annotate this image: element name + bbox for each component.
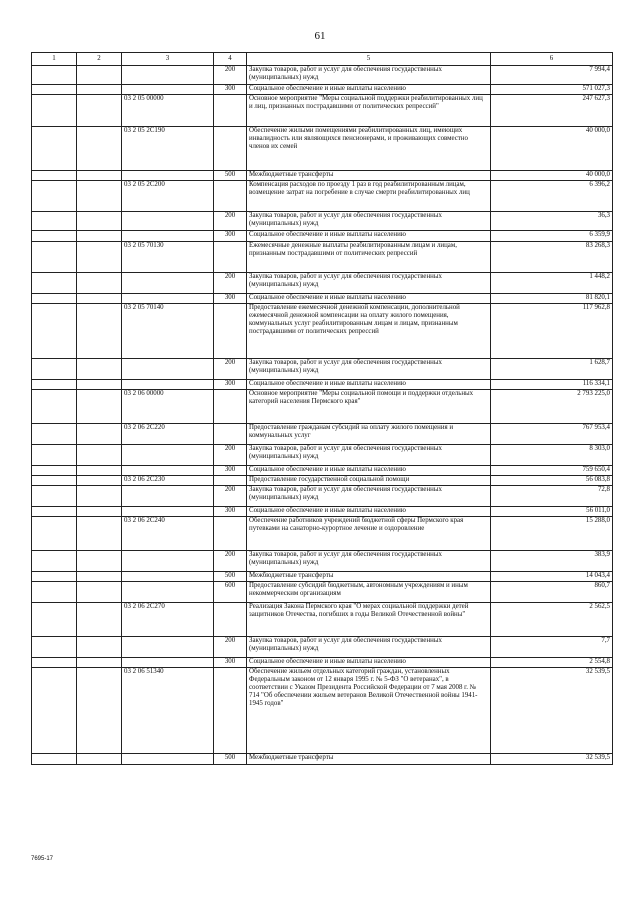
table-row (32, 603, 613, 637)
cell-target-code (122, 466, 214, 476)
cell-description: Основное мероприятие "Меры социальной поддержки реабилитированных лиц и лиц, признанных пострадавшими от политических репрессий" (247, 95, 491, 127)
cell-description: Социальное обеспечение и иные выплаты населению (247, 231, 491, 242)
cell-target-code (122, 294, 214, 304)
cell-expense-type: 500 (214, 171, 247, 181)
cell-section (32, 212, 77, 231)
cell-amount: 7,7 (491, 637, 613, 658)
cell-description: Межбюджетные трансферты (247, 754, 491, 765)
cell-target-code (122, 231, 214, 242)
cell-amount: 8 303,0 (491, 445, 613, 466)
cell-target-code: 03 2 06 2С220 (122, 424, 214, 445)
cell-description: Предоставление гражданам субсидий на оплату жилого помещения и коммунальных услуг (247, 424, 491, 445)
cell-expense-type: 200 (214, 486, 247, 507)
cell-amount: 56 083,8 (491, 476, 613, 486)
cell-description: Ежемесячные денежные выплаты реабилитированным лицам и лицам, признанным пострадавшими от политических репрессий (247, 242, 491, 273)
cell-expense-type: 300 (214, 85, 247, 95)
table-row (32, 507, 613, 517)
cell-subsection (77, 517, 122, 551)
cell-expense-type: 500 (214, 754, 247, 765)
cell-section (32, 231, 77, 242)
cell-expense-type: 300 (214, 231, 247, 242)
column-header: 1 (32, 53, 77, 66)
cell-section (32, 603, 77, 637)
cell-description: Закупка товаров, работ и услуг для обеспечения государственных (муниципальных) нужд (247, 445, 491, 466)
cell-expense-type: 200 (214, 551, 247, 572)
cell-section (32, 127, 77, 171)
cell-subsection (77, 486, 122, 507)
table-row (32, 476, 613, 486)
cell-target-code (122, 85, 214, 95)
table-row (32, 445, 613, 466)
cell-section (32, 424, 77, 445)
cell-section (32, 551, 77, 572)
column-header: 5 (247, 53, 491, 66)
cell-subsection (77, 445, 122, 466)
cell-section (32, 668, 77, 754)
cell-subsection (77, 507, 122, 517)
cell-description: Социальное обеспечение и иные выплаты населению (247, 507, 491, 517)
cell-expense-type: 200 (214, 359, 247, 380)
page-number: 61 (314, 30, 326, 42)
cell-description: Закупка товаров, работ и услуг для обеспечения государственных (муниципальных) нужд (247, 212, 491, 231)
table-row (32, 294, 613, 304)
cell-expense-type (214, 476, 247, 486)
cell-subsection (77, 359, 122, 380)
table-row (32, 486, 613, 507)
table-row (32, 637, 613, 658)
cell-section (32, 572, 77, 582)
cell-target-code (122, 380, 214, 390)
cell-description: Закупка товаров, работ и услуг для обеспечения государственных (муниципальных) нужд (247, 273, 491, 294)
cell-expense-type: 300 (214, 466, 247, 476)
cell-amount: 117 962,8 (491, 304, 613, 359)
cell-target-code (122, 572, 214, 582)
cell-description: Социальное обеспечение и иные выплаты населению (247, 658, 491, 668)
cell-target-code: 03 2 05 70130 (122, 242, 214, 273)
cell-target-code (122, 637, 214, 658)
column-header: 3 (122, 53, 214, 66)
cell-expense-type (214, 424, 247, 445)
cell-amount: 72,8 (491, 486, 613, 507)
cell-section (32, 273, 77, 294)
cell-amount: 2 554,8 (491, 658, 613, 668)
cell-subsection (77, 85, 122, 95)
cell-subsection (77, 424, 122, 445)
cell-section (32, 95, 77, 127)
cell-subsection (77, 466, 122, 476)
cell-target-code: 03 2 05 2С190 (122, 127, 214, 171)
table-row (32, 658, 613, 668)
cell-subsection (77, 304, 122, 359)
cell-subsection (77, 603, 122, 637)
cell-expense-type (214, 390, 247, 424)
table-row (32, 572, 613, 582)
cell-subsection (77, 551, 122, 572)
cell-expense-type (214, 181, 247, 212)
table-row (32, 668, 613, 754)
cell-target-code (122, 658, 214, 668)
cell-target-code: 03 2 06 51340 (122, 668, 214, 754)
cell-expense-type: 300 (214, 658, 247, 668)
cell-subsection (77, 66, 122, 85)
cell-amount: 7 994,4 (491, 66, 613, 85)
cell-description: Обеспечение жильем отдельных категорий граждан, установленных Федеральным законом от 12 января 1995 г. № 5-ФЗ "О ветеранах", в соответствии с Указом Президента Российской Федерации от 7 мая 2008 г. № 714 "Об обеспечении жильем ветеранов Великой Отечественной войны 1941-1945 годов" (247, 668, 491, 754)
cell-subsection (77, 181, 122, 212)
cell-target-code: 03 2 06 2С240 (122, 517, 214, 551)
table-row (32, 380, 613, 390)
cell-amount: 247 627,3 (491, 95, 613, 127)
cell-expense-type: 200 (214, 273, 247, 294)
cell-target-code (122, 754, 214, 765)
cell-section (32, 445, 77, 466)
cell-section (32, 294, 77, 304)
cell-expense-type: 200 (214, 445, 247, 466)
cell-subsection (77, 658, 122, 668)
cell-amount: 1 628,7 (491, 359, 613, 380)
cell-description: Предоставление субсидий бюджетным, автономным учреждениям и иным некоммерческим организациям (247, 582, 491, 603)
cell-expense-type (214, 95, 247, 127)
cell-expense-type: 500 (214, 572, 247, 582)
cell-expense-type: 300 (214, 294, 247, 304)
cell-section (32, 85, 77, 95)
cell-target-code (122, 359, 214, 380)
cell-description: Основное мероприятие "Меры социальной помощи и поддержки отдельных категорий населения Пермского края" (247, 390, 491, 424)
cell-expense-type (214, 242, 247, 273)
table-row (32, 66, 613, 85)
table-header-row (32, 53, 613, 66)
footer-code: 7695-17 (31, 856, 54, 862)
table-row (32, 304, 613, 359)
cell-amount: 759 650,4 (491, 466, 613, 476)
table-row (32, 754, 613, 765)
cell-target-code: 03 2 05 00000 (122, 95, 214, 127)
table-row (32, 582, 613, 603)
cell-expense-type (214, 127, 247, 171)
cell-section (32, 637, 77, 658)
cell-target-code (122, 212, 214, 231)
cell-subsection (77, 212, 122, 231)
cell-expense-type: 200 (214, 637, 247, 658)
cell-target-code (122, 273, 214, 294)
cell-subsection (77, 231, 122, 242)
cell-amount: 767 953,4 (491, 424, 613, 445)
cell-target-code: 03 2 06 2С270 (122, 603, 214, 637)
cell-description: Закупка товаров, работ и услуг для обеспечения государственных (муниципальных) нужд (247, 637, 491, 658)
cell-amount: 15 288,0 (491, 517, 613, 551)
cell-amount: 383,9 (491, 551, 613, 572)
cell-section (32, 181, 77, 212)
cell-description: Закупка товаров, работ и услуг для обеспечения государственных (муниципальных) нужд (247, 66, 491, 85)
cell-section (32, 66, 77, 85)
cell-section (32, 486, 77, 507)
table-row (32, 359, 613, 380)
cell-amount: 32 539,5 (491, 668, 613, 754)
cell-expense-type: 200 (214, 212, 247, 231)
cell-section (32, 304, 77, 359)
cell-amount: 2 562,5 (491, 603, 613, 637)
cell-section (32, 754, 77, 765)
table-row (32, 424, 613, 445)
cell-section (32, 517, 77, 551)
table-body (32, 66, 613, 765)
cell-amount: 116 334,1 (491, 380, 613, 390)
cell-amount: 36,3 (491, 212, 613, 231)
cell-subsection (77, 582, 122, 603)
cell-target-code: 03 2 05 70140 (122, 304, 214, 359)
cell-subsection (77, 476, 122, 486)
cell-target-code (122, 486, 214, 507)
cell-amount: 860,7 (491, 582, 613, 603)
cell-description: Межбюджетные трансферты (247, 171, 491, 181)
column-header: 2 (77, 53, 122, 66)
cell-amount: 6 359,9 (491, 231, 613, 242)
cell-expense-type (214, 603, 247, 637)
cell-description: Обеспечение работников учреждений бюджетной сферы Пермского края путевками на санаторно-курортное лечение и оздоровление (247, 517, 491, 551)
table-row (32, 212, 613, 231)
cell-description: Закупка товаров, работ и услуг для обеспечения государственных (муниципальных) нужд (247, 486, 491, 507)
cell-description: Компенсация расходов по проезду 1 раз в год реабилитированным лицам, возмещение затрат на погребение в случае смерти реабилитированных лиц (247, 181, 491, 212)
cell-section (32, 242, 77, 273)
cell-amount: 6 396,2 (491, 181, 613, 212)
cell-subsection (77, 572, 122, 582)
cell-target-code: 03 2 06 2С230 (122, 476, 214, 486)
cell-description: Обеспечение жилыми помещениями реабилитированных лиц, имеющих инвалидность или являющихся пенсионерами, и проживающих совместно членов их семей (247, 127, 491, 171)
cell-target-code (122, 66, 214, 85)
cell-section (32, 171, 77, 181)
cell-description: Закупка товаров, работ и услуг для обеспечения государственных (муниципальных) нужд (247, 359, 491, 380)
cell-section (32, 507, 77, 517)
cell-description: Межбюджетные трансферты (247, 572, 491, 582)
cell-target-code: 03 2 06 00000 (122, 390, 214, 424)
cell-expense-type (214, 517, 247, 551)
cell-amount: 40 000,0 (491, 171, 613, 181)
cell-expense-type: 200 (214, 66, 247, 85)
table-row (32, 127, 613, 171)
table-row (32, 466, 613, 476)
cell-description: Предоставление ежемесячной денежной компенсации, дополнительной ежемесячной денежной компенсации на оплату жилого помещения, коммунальных услуг реабилитированным лицам и лицам, признанным пострадавшими от политических репрессий (247, 304, 491, 359)
table-row (32, 517, 613, 551)
column-header: 6 (491, 53, 613, 66)
cell-section (32, 390, 77, 424)
cell-subsection (77, 127, 122, 171)
table-row (32, 85, 613, 95)
cell-expense-type (214, 304, 247, 359)
cell-subsection (77, 273, 122, 294)
cell-expense-type (214, 668, 247, 754)
cell-target-code: 03 2 05 2С200 (122, 181, 214, 212)
cell-description: Социальное обеспечение и иные выплаты населению (247, 380, 491, 390)
cell-description: Закупка товаров, работ и услуг для обеспечения государственных (муниципальных) нужд (247, 551, 491, 572)
cell-description: Социальное обеспечение и иные выплаты населению (247, 85, 491, 95)
cell-description: Социальное обеспечение и иные выплаты населению (247, 466, 491, 476)
cell-subsection (77, 95, 122, 127)
cell-subsection (77, 754, 122, 765)
column-header: 4 (214, 53, 247, 66)
cell-section (32, 476, 77, 486)
cell-subsection (77, 294, 122, 304)
cell-description: Реализация Закона Пермского края "О мерах социальной поддержки детей защитников Отечества, погибших в годы Великой Отечественной войны" (247, 603, 491, 637)
table-row (32, 551, 613, 572)
cell-target-code (122, 507, 214, 517)
cell-amount: 1 448,2 (491, 273, 613, 294)
cell-section (32, 359, 77, 380)
cell-section (32, 582, 77, 603)
table-row (32, 95, 613, 127)
cell-amount: 83 268,3 (491, 242, 613, 273)
budget-table (31, 52, 613, 765)
table-row (32, 390, 613, 424)
cell-expense-type: 600 (214, 582, 247, 603)
cell-target-code (122, 171, 214, 181)
cell-subsection (77, 242, 122, 273)
cell-amount: 56 011,0 (491, 507, 613, 517)
cell-description: Предоставление государственной социальной помощи (247, 476, 491, 486)
cell-amount: 40 000,0 (491, 127, 613, 171)
cell-expense-type: 300 (214, 380, 247, 390)
table-row (32, 242, 613, 273)
cell-section (32, 466, 77, 476)
cell-target-code (122, 582, 214, 603)
table-row (32, 231, 613, 242)
table-row (32, 181, 613, 212)
cell-amount: 571 027,3 (491, 85, 613, 95)
cell-amount: 14 043,4 (491, 572, 613, 582)
cell-section (32, 380, 77, 390)
cell-amount: 81 820,1 (491, 294, 613, 304)
cell-amount: 2 793 225,0 (491, 390, 613, 424)
cell-section (32, 658, 77, 668)
cell-target-code (122, 551, 214, 572)
cell-subsection (77, 171, 122, 181)
cell-amount: 32 539,5 (491, 754, 613, 765)
cell-target-code (122, 445, 214, 466)
cell-subsection (77, 390, 122, 424)
cell-subsection (77, 380, 122, 390)
table-row (32, 171, 613, 181)
cell-expense-type: 300 (214, 507, 247, 517)
cell-subsection (77, 668, 122, 754)
table-row (32, 273, 613, 294)
cell-subsection (77, 637, 122, 658)
cell-description: Социальное обеспечение и иные выплаты населению (247, 294, 491, 304)
